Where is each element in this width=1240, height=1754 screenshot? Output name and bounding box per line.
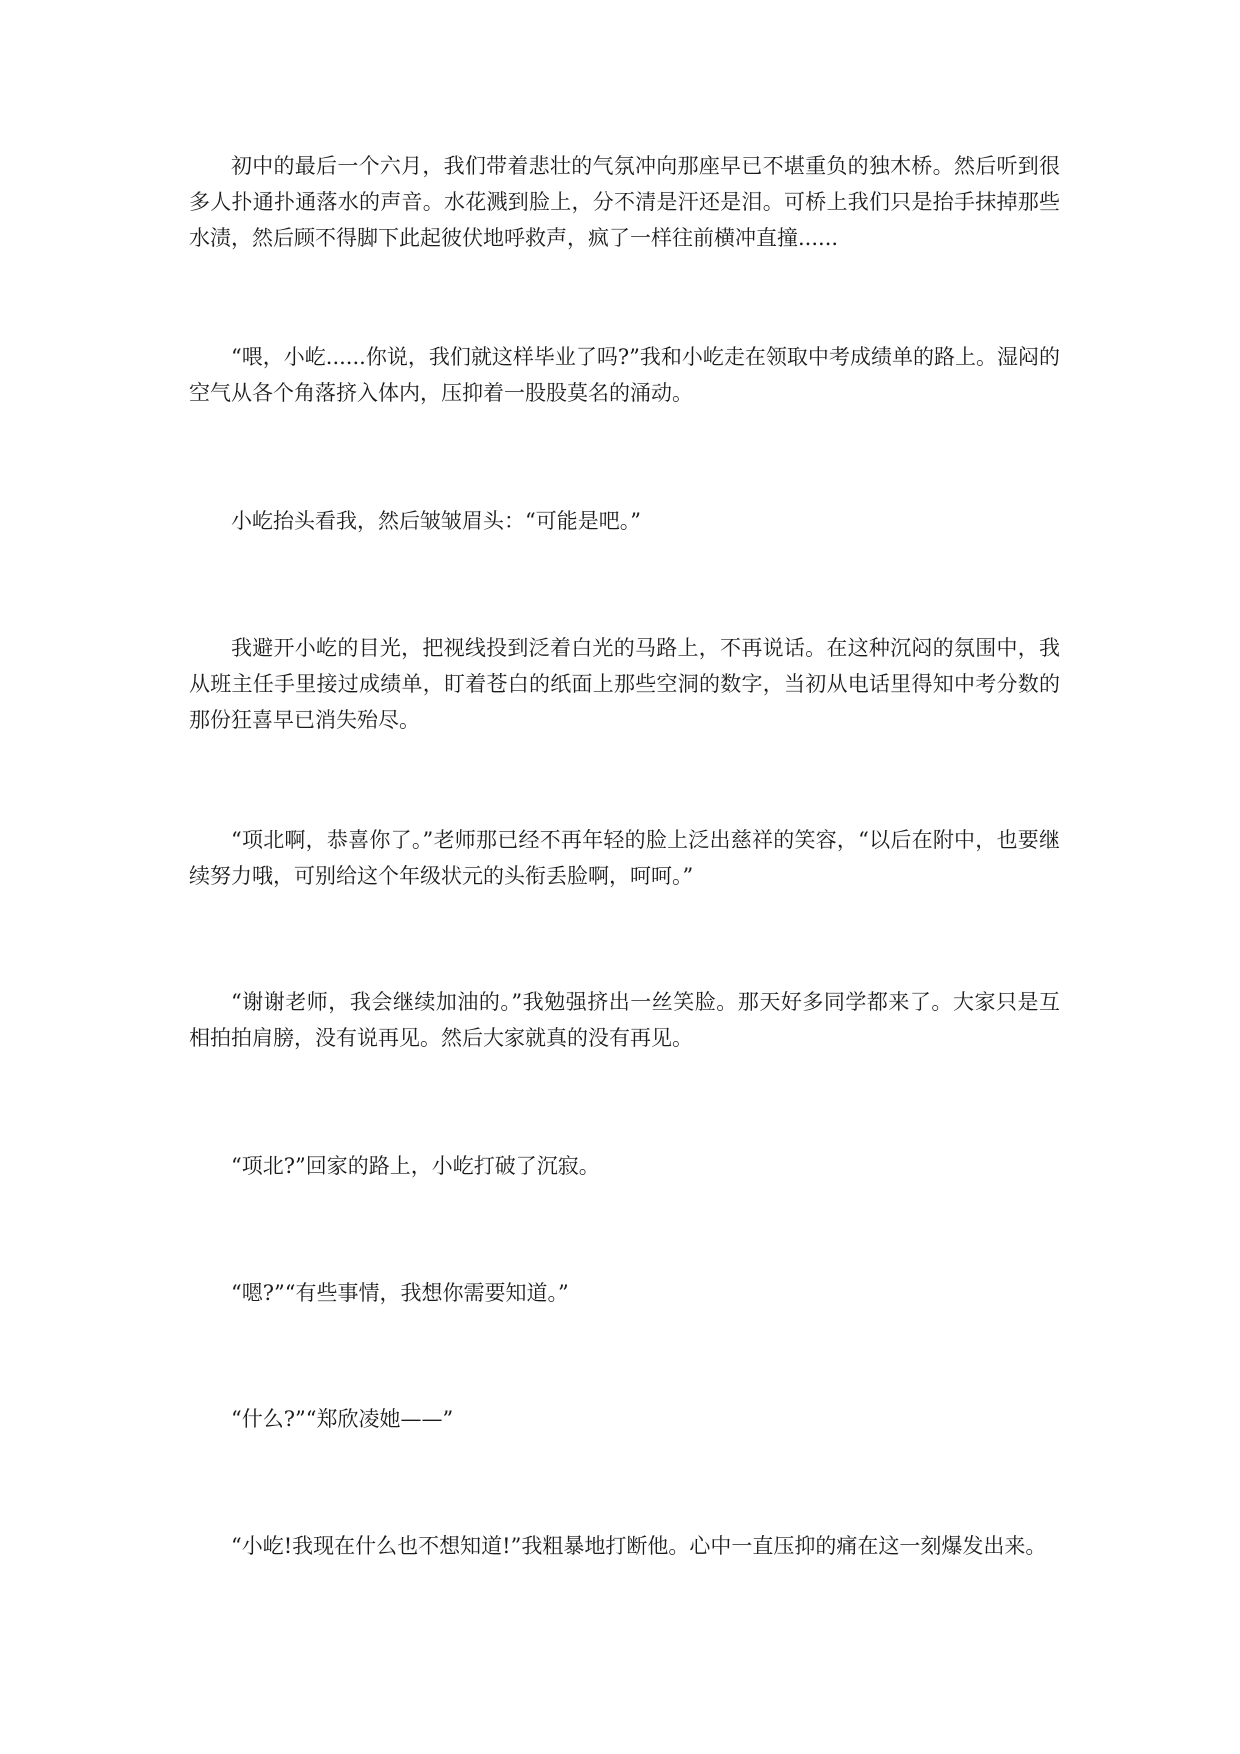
- paragraph-2: “喂，小屹......你说，我们就这样毕业了吗?”我和小屹走在领取中考成绩单的路上。湿闷的空气从各个角落挤入体内，压抑着一股股莫名的涌动。: [189, 345, 1060, 405]
- paragraph-8: “嗯?”“有些事情，我想你需要知道。”: [231, 1281, 569, 1305]
- paragraph-6: “谢谢老师，我会继续加油的。”我勉强挤出一丝笑脸。那天好多同学都来了。大家只是互相拍拍肩膀，没有说再见。然后大家就真的没有再见。: [189, 990, 1060, 1050]
- paragraph-4: 我避开小屹的目光，把视线投到泛着白光的马路上，不再说话。在这种沉闷的氛围中，我从班主任手里接过成绩单，盯着苍白的纸面上那些空洞的数字，当初从电话里得知中考分数的那份狂喜早已消失殆尽。: [189, 636, 1060, 732]
- paragraph-10: “小屹!我现在什么也不想知道!”我粗暴地打断他。心中一直压抑的痛在这一刻爆发出来。: [231, 1534, 1047, 1558]
- paragraph-9: “什么?”“郑欣凌她——”: [231, 1407, 454, 1431]
- paragraph-7: “项北?”回家的路上，小屹打破了沉寂。: [231, 1154, 600, 1178]
- paragraph-5: “项北啊，恭喜你了。”老师那已经不再年轻的脸上泛出慈祥的笑容，“以后在附中，也要继续努力哦，可别给这个年级状元的头衔丢脸啊，呵呵。”: [189, 828, 1060, 888]
- paragraph-3: 小屹抬头看我，然后皱皱眉头：“可能是吧。”: [231, 509, 641, 533]
- paragraph-1: 初中的最后一个六月，我们带着悲壮的气氛冲向那座早已不堪重负的独木桥。然后听到很多人扑通扑通落水的声音。水花溅到脸上，分不清是汗还是泪。可桥上我们只是抬手抹掉那些水渍，然后顾不得脚下此起彼伏地呼救声，疯了一样往前横冲直撞......: [189, 154, 1060, 250]
